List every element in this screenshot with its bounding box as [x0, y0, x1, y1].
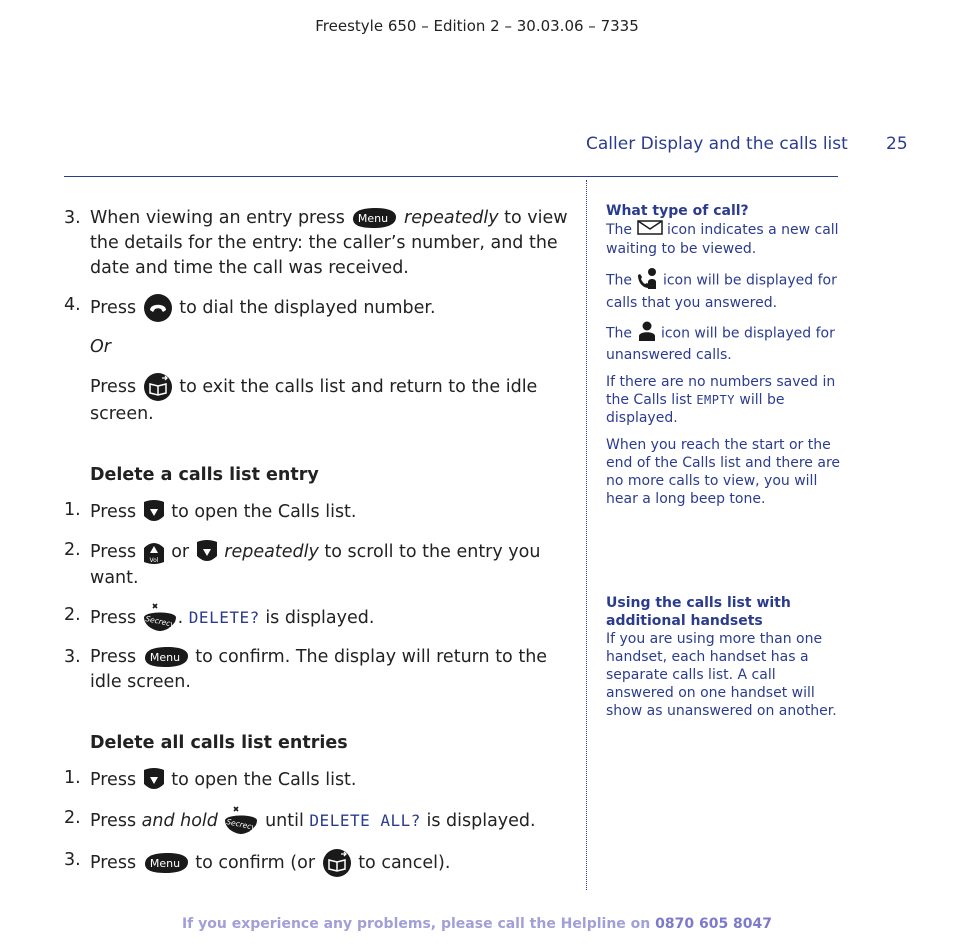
- delete-entry-heading: Delete a calls list entry: [90, 465, 319, 485]
- talk-button-icon: [142, 293, 174, 323]
- svg-text:Secrecy: Secrecy: [144, 614, 176, 630]
- svg-text:Menu: Menu: [149, 651, 180, 664]
- lcd-delete: DELETE?: [188, 608, 260, 627]
- phonebook-button-icon: [321, 848, 353, 878]
- section-title: Caller Display and the calls list: [586, 134, 848, 154]
- step-view-details: 3. When viewing an entry press Menu repeatedly to view the details for the entry: the caller’s number, and the date and time the call was received.: [64, 208, 568, 278]
- column-divider: [586, 180, 587, 890]
- lcd-empty: EMPTY: [696, 393, 735, 407]
- unanswered-call-icon: [637, 321, 657, 346]
- sidebar-call-type: [606, 202, 846, 517]
- document-meta: Freestyle 650 – Edition 2 – 30.03.06 – 7335: [315, 17, 639, 35]
- or-text: Or: [90, 337, 111, 357]
- step-dial-number: 4. Press to dial the displayed number.: [64, 293, 569, 323]
- delete-all-step-1: 1. Press to open the Calls list.: [64, 766, 569, 794]
- sidebar-beep-tone: When you reach the start or the end of the Calls list and there are no more calls to view, you will hear a long beep tone.: [606, 437, 841, 507]
- menu-button-icon: [142, 851, 190, 875]
- sidebar-handsets-text: If you are using more than one handset, each handset has a separate calls list. A call answered on one handset will show as unanswered on another.: [606, 631, 837, 719]
- lcd-delete-all: DELETE ALL?: [309, 811, 421, 830]
- delete-entry-step-3: 2. Press Secrecy . DELETE? is displayed.: [64, 603, 569, 633]
- answered-call-icon: [637, 267, 659, 294]
- up-vol-button-icon: [142, 538, 166, 566]
- secrecy-button-icon: [223, 806, 259, 836]
- step-exit-list: Press to exit the calls list and return to the idle screen.: [64, 372, 569, 427]
- delete-entry-step-1: 1. Press to open the Calls list.: [64, 498, 569, 526]
- page-number: 25: [886, 134, 908, 154]
- sidebar-heading-call-type: What type of call?: [606, 203, 749, 219]
- sidebar-handsets: [606, 594, 846, 729]
- phonebook-button-icon: [142, 372, 174, 402]
- down-button-icon: [142, 766, 166, 794]
- delete-entry-step-4: 3. Press Menu to confirm. The display will return to the idle screen.: [64, 647, 548, 692]
- sidebar-answered-call: The icon will be displayed for calls that you answered.: [606, 267, 846, 312]
- secrecy-button-icon: [142, 603, 178, 633]
- helpline-number: 0870 605 8047: [655, 916, 773, 932]
- delete-all-step-2: 2. Press and hold Secrecy until DELETE ALL? is displayed.: [64, 806, 569, 836]
- menu-button-icon: [142, 645, 190, 669]
- svg-text:Secrecy: Secrecy: [226, 817, 258, 833]
- down-button-icon: [142, 498, 166, 526]
- svg-text:Menu: Menu: [358, 212, 389, 225]
- main-column: [64, 206, 569, 890]
- down-button-icon: [195, 538, 219, 566]
- delete-all-step-3: 3. Press Menu to confirm (or to cancel).: [64, 848, 569, 878]
- sidebar-heading-handsets: Using the calls list with additional handsets: [606, 595, 791, 629]
- svg-text:Vol: Vol: [149, 557, 159, 564]
- svg-text:Menu: Menu: [149, 857, 180, 870]
- sidebar-new-call: The icon indicates a new call waiting to be viewed.: [606, 222, 839, 257]
- envelope-icon: [637, 220, 663, 240]
- header-rule: [64, 176, 838, 177]
- footer-helpline: If you experience any problems, please call the Helpline on 0870 605 8047: [181, 916, 773, 932]
- delete-entry-step-2: 2. Press Vol or repeatedly to scroll to the entry you want.: [64, 540, 541, 588]
- sidebar-empty-list: If there are no numbers saved in the Calls list EMPTY will be displayed.: [606, 374, 836, 426]
- sidebar-unanswered-call: The icon will be displayed for unanswered calls.: [606, 321, 846, 364]
- menu-button-icon: [350, 206, 398, 230]
- delete-all-heading: Delete all calls list entries: [90, 733, 348, 753]
